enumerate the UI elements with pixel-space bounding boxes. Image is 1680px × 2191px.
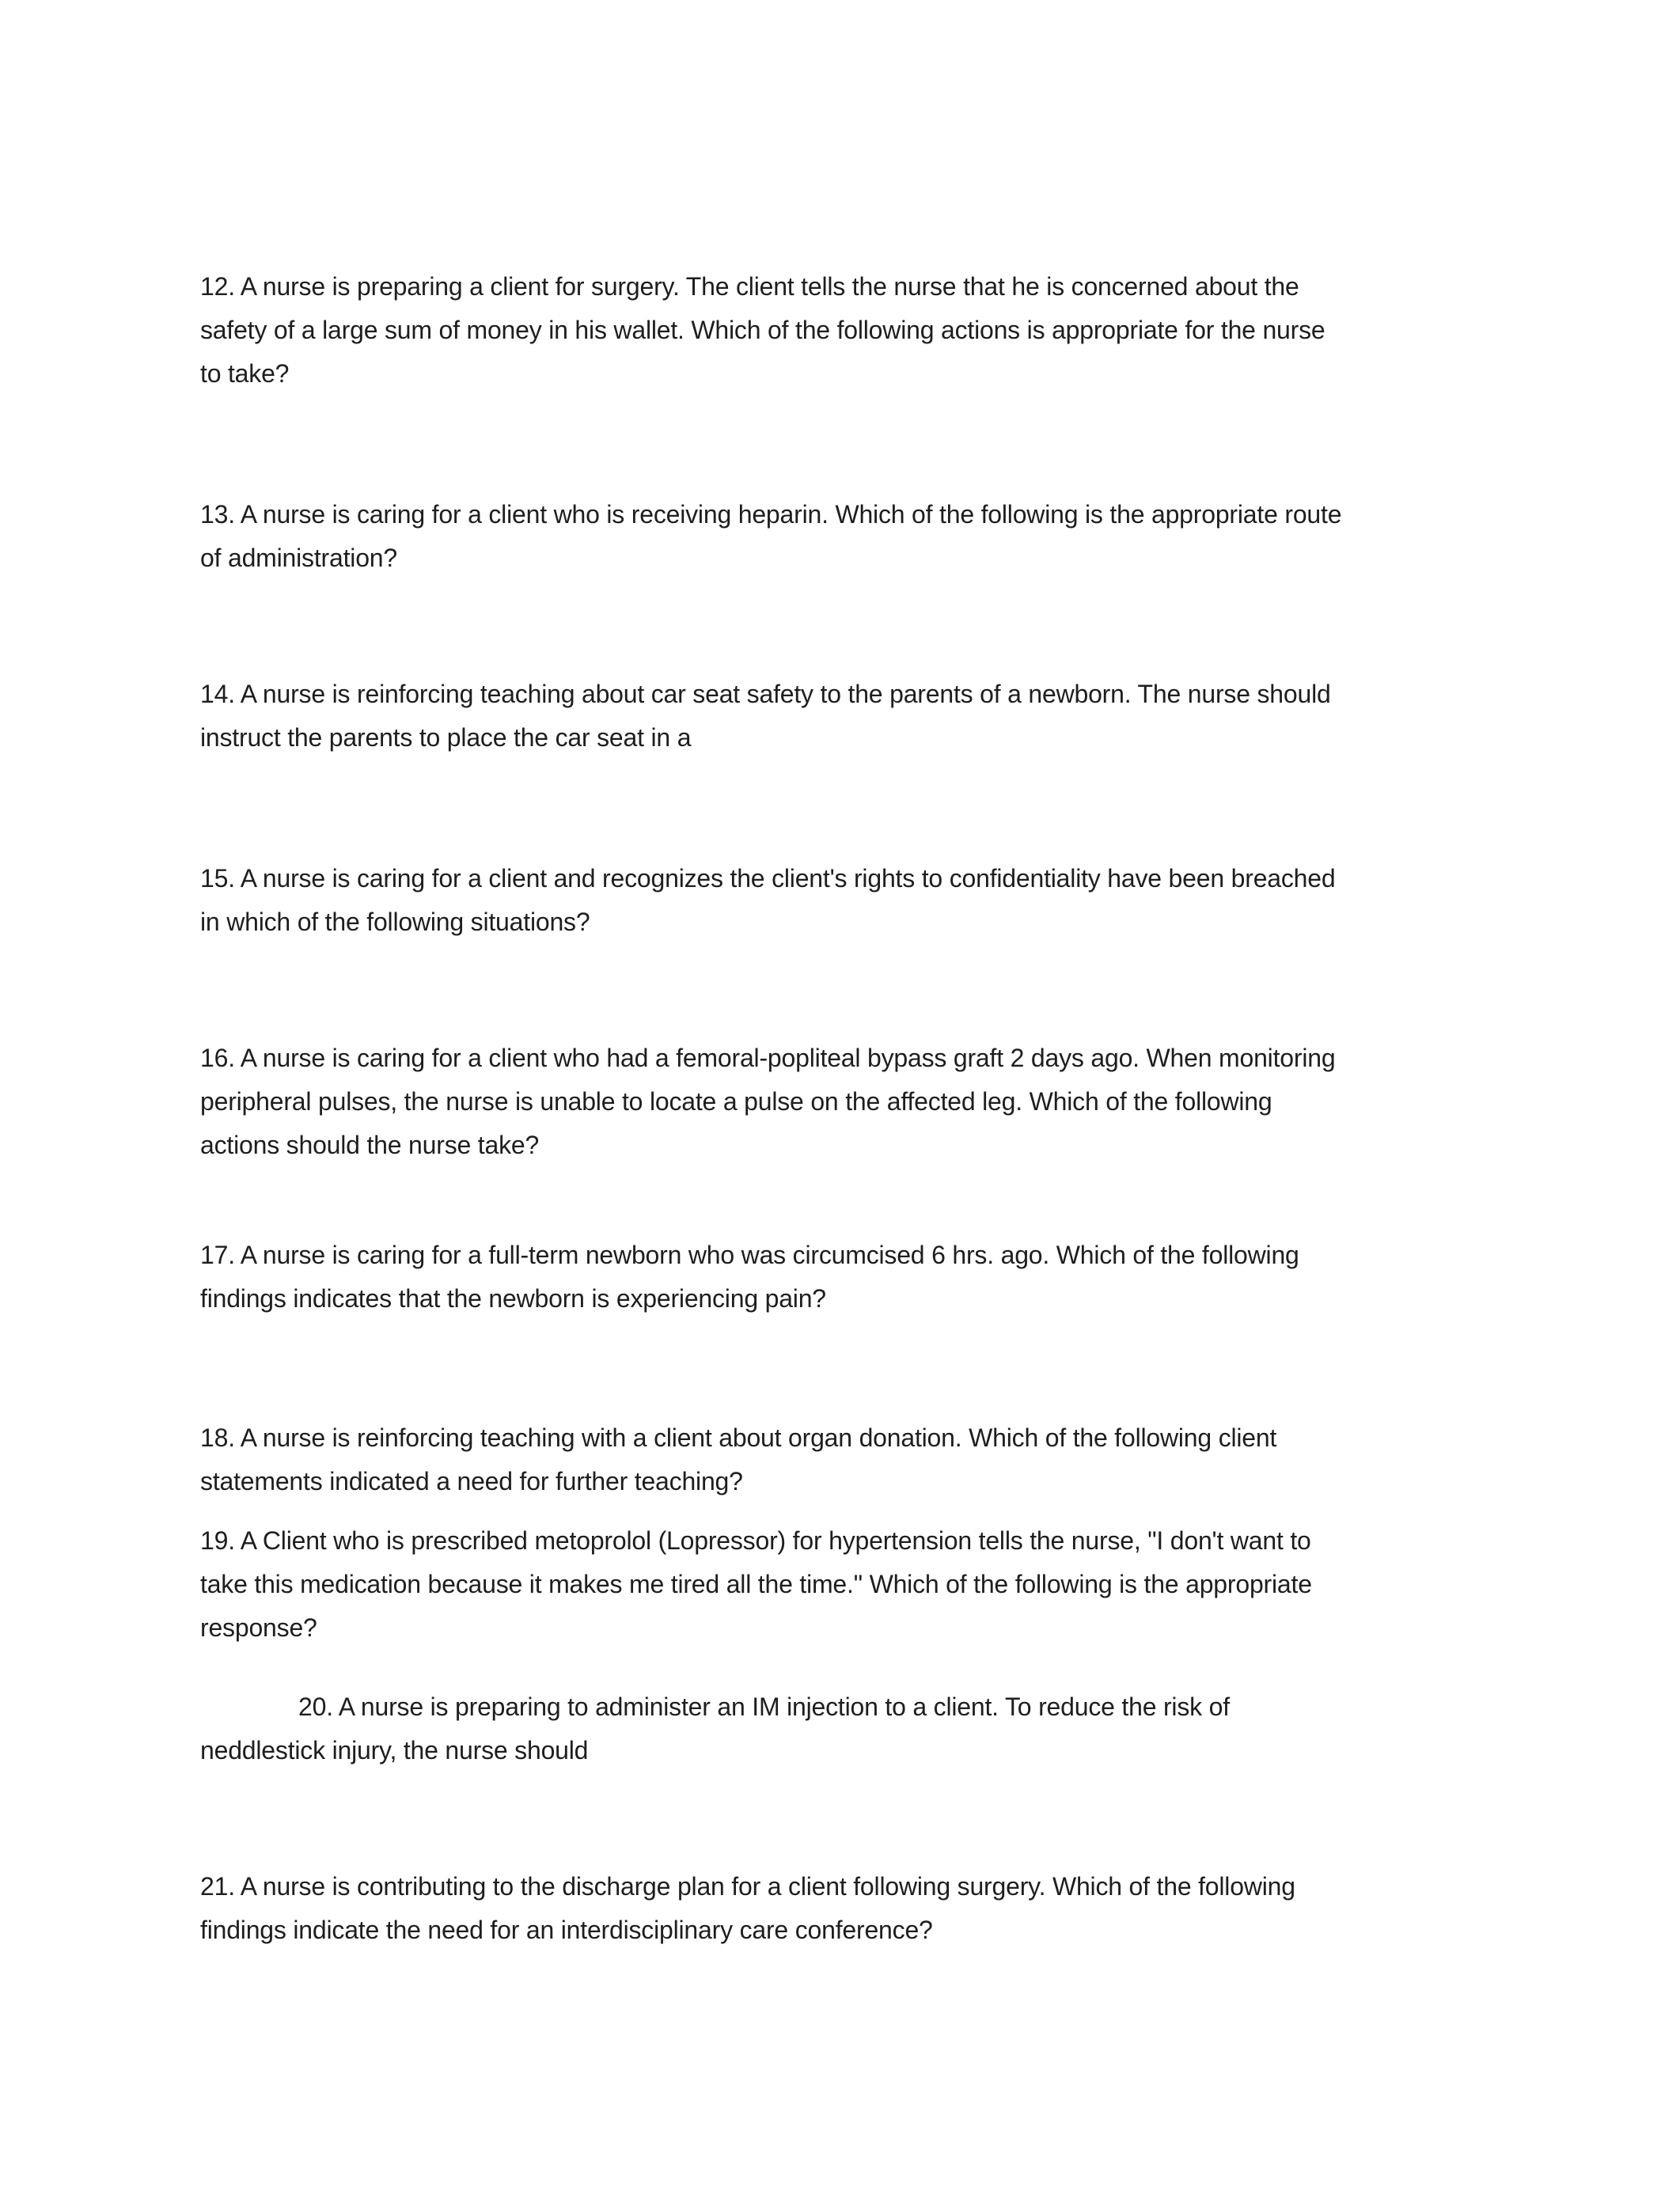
question-line: statements indicated a need for further teaching?	[200, 1467, 743, 1495]
question-line: 13. A nurse is caring for a client who is receiving heparin. Which of the following is the appropriate route	[200, 500, 1342, 529]
question-line: response?	[200, 1613, 317, 1642]
question-line: take this medication because it makes me tired all the time." Which of the following is the appropriate	[200, 1570, 1312, 1598]
question-line: peripheral pulses, the nurse is unable to locate a pulse on the affected leg. Which of the following	[200, 1087, 1272, 1116]
question-line: 19. A Client who is prescribed metoprolol (Lopressor) for hypertension tells the nurse, "I don't want to	[200, 1526, 1311, 1555]
question-line: 15. A nurse is caring for a client and recognizes the client's rights to confidentiality have been breached	[200, 864, 1336, 893]
question-line: 21. A nurse is contributing to the discharge plan for a client following surgery. Which of the following	[200, 1872, 1295, 1901]
question-line: findings indicate the need for an interdisciplinary care conference?	[200, 1916, 933, 1944]
question-16	[200, 1037, 1335, 1167]
question-line: 16. A nurse is caring for a client who had a femoral-popliteal bypass graft 2 days ago. When monitoring	[200, 1044, 1336, 1072]
question-19	[200, 1519, 1312, 1650]
question-line: 18. A nurse is reinforcing teaching with a client about organ donation. Which of the following client	[200, 1423, 1277, 1452]
question-line: neddlestick injury, the nurse should	[200, 1736, 589, 1765]
question-13	[200, 493, 1341, 580]
question-line: actions should the nurse take?	[200, 1131, 540, 1159]
question-18	[200, 1416, 1276, 1503]
question-line: safety of a large sum of money in his wallet. Which of the following actions is appropriate for the nurse	[200, 316, 1325, 344]
question-12	[200, 265, 1325, 396]
question-line-indented: 20. A nurse is preparing to administer an IM injection to a client. To reduce the risk of	[298, 1693, 1230, 1721]
question-14	[200, 673, 1331, 760]
question-line: of administration?	[200, 544, 397, 572]
question-line: 12. A nurse is preparing a client for surgery. The client tells the nurse that he is concerned about the	[200, 272, 1299, 301]
question-17	[200, 1234, 1299, 1321]
question-line: in which of the following situations?	[200, 908, 590, 936]
question-line: 14. A nurse is reinforcing teaching about car seat safety to the parents of a newborn. The nurse should	[200, 680, 1331, 708]
question-21	[200, 1865, 1295, 1952]
question-line: instruct the parents to place the car seat in a	[200, 723, 692, 752]
question-15	[200, 857, 1335, 944]
question-line: 17. A nurse is caring for a full-term newborn who was circumcised 6 hrs. ago. Which of the following	[200, 1241, 1299, 1269]
question-20	[200, 1685, 1230, 1772]
question-line: findings indicates that the newborn is experiencing pain?	[200, 1284, 826, 1313]
question-line: to take?	[200, 359, 290, 388]
